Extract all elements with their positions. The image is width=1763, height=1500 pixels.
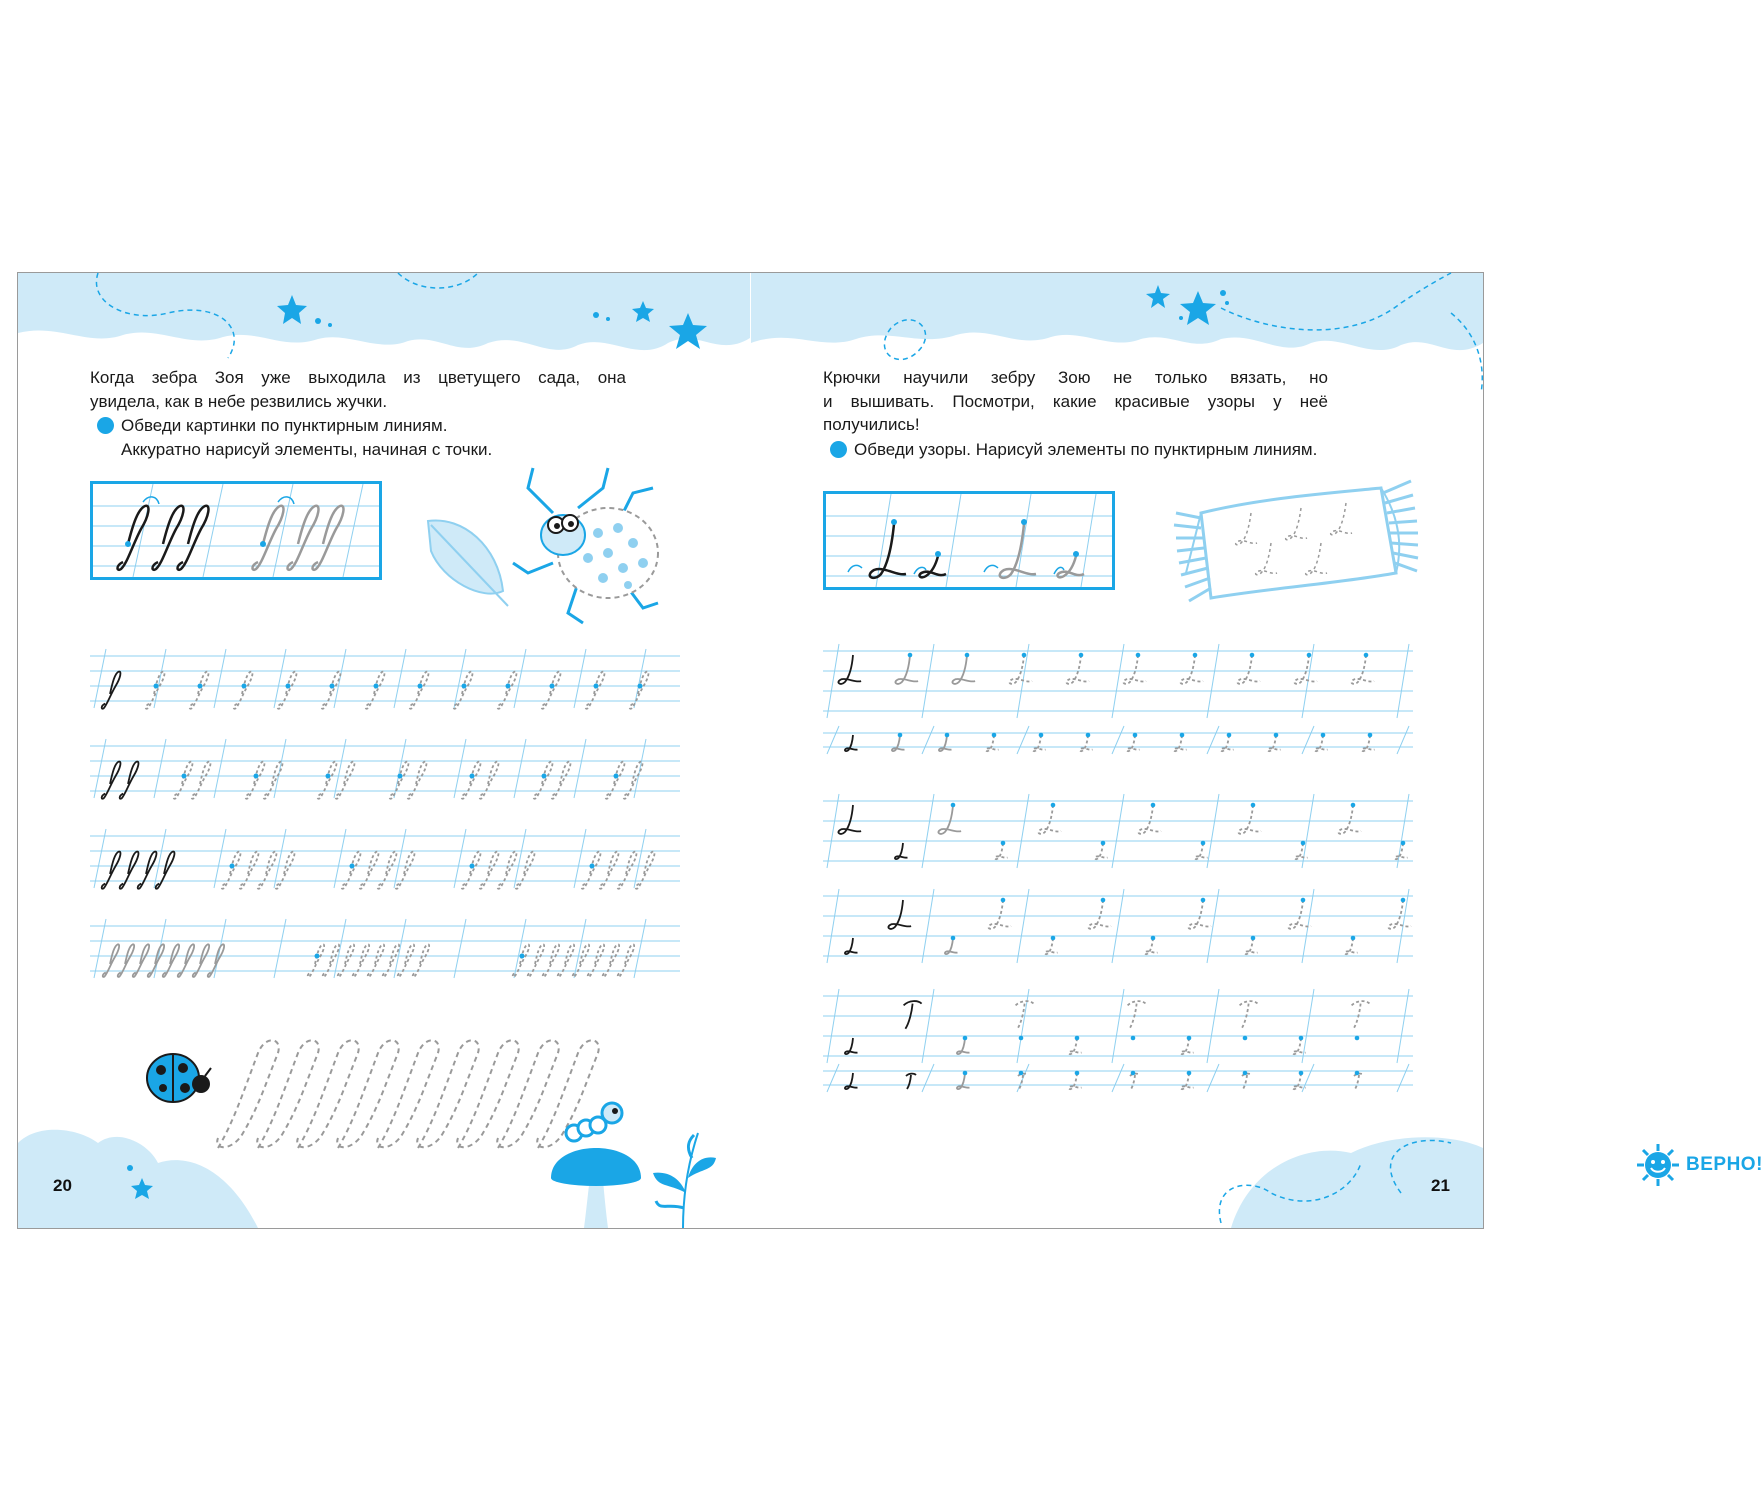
letter-element — [462, 762, 481, 799]
letter-element — [1123, 655, 1146, 684]
ruled-line-set — [90, 739, 680, 798]
start-dot — [230, 864, 235, 869]
letter-element — [845, 735, 858, 751]
letter-element — [1066, 655, 1089, 684]
letter-element — [939, 735, 952, 751]
letter-element — [1138, 805, 1161, 834]
letter-element — [1130, 1074, 1140, 1089]
letter-element — [618, 852, 637, 889]
start-dot — [1151, 936, 1156, 941]
letter-element — [366, 672, 385, 709]
start-dot — [1131, 1071, 1136, 1076]
letter-element — [618, 944, 634, 977]
letter-element — [208, 944, 224, 977]
task-instruction — [830, 438, 1430, 463]
letter-element — [1088, 900, 1111, 929]
letter-element — [1127, 735, 1140, 751]
page-number: 20 — [53, 1176, 72, 1195]
letter-element — [957, 1038, 970, 1054]
start-dot — [1251, 936, 1256, 941]
start-dot — [1039, 733, 1044, 738]
start-dot — [398, 774, 403, 779]
letter-element — [118, 944, 134, 977]
letter-element — [1238, 805, 1261, 834]
letter-element — [120, 852, 139, 889]
letter-element — [240, 852, 259, 889]
start-dot — [1019, 1071, 1024, 1076]
start-dot — [945, 733, 950, 738]
ruled-line-set — [90, 649, 680, 708]
letter-element — [396, 852, 415, 889]
start-dot — [154, 684, 159, 689]
start-dot — [1131, 1036, 1136, 1041]
intro-line: Крючки научили зебру Зою не только вязать, но — [823, 368, 1328, 387]
letter-element — [192, 762, 211, 799]
start-dot — [1022, 653, 1027, 658]
letter-element — [102, 762, 121, 799]
start-dot — [1301, 841, 1306, 846]
ruled-line-set — [823, 989, 1413, 1063]
letter-element — [845, 1073, 858, 1089]
task-instruction — [97, 414, 657, 464]
letter-element — [190, 672, 209, 709]
start-dot — [350, 864, 355, 869]
start-dot — [1151, 803, 1156, 808]
start-dot — [1075, 1071, 1080, 1076]
start-dot — [992, 733, 997, 738]
letter-element — [383, 944, 399, 977]
mushroom-illustration — [546, 1098, 656, 1228]
page-left — [18, 273, 750, 1228]
correct-badge — [1636, 1143, 1763, 1187]
letter-element — [264, 762, 283, 799]
start-dot — [963, 1071, 968, 1076]
letter-element — [528, 944, 544, 977]
start-dot — [254, 774, 259, 779]
letter-element — [156, 852, 175, 889]
start-dot — [1401, 841, 1406, 846]
start-dot — [898, 733, 903, 738]
start-dot — [1051, 936, 1056, 941]
letter-element — [1195, 843, 1208, 859]
start-dot — [520, 954, 525, 959]
letter-element — [603, 944, 619, 977]
start-dot — [1355, 1036, 1360, 1041]
start-dot — [1299, 1071, 1304, 1076]
letter-element — [368, 944, 384, 977]
letter-element — [1237, 655, 1260, 684]
start-dot — [198, 684, 203, 689]
start-dot — [470, 864, 475, 869]
start-dot — [1201, 841, 1206, 846]
letter-element — [413, 944, 429, 977]
letter-element — [480, 852, 499, 889]
letter-element — [845, 938, 858, 954]
letter-element — [138, 852, 157, 889]
letter-element — [552, 762, 571, 799]
beetle-illustration — [508, 463, 668, 633]
start-dot — [1187, 1071, 1192, 1076]
letter-element — [193, 944, 209, 977]
letter-element — [318, 762, 337, 799]
letter-element — [462, 852, 481, 889]
letter-element — [516, 852, 535, 889]
ruled-line-set — [823, 726, 1413, 754]
task-line: Аккуратно нарисуй элементы, начиная с точки. — [121, 439, 493, 459]
start-dot — [1368, 733, 1373, 738]
letter-element — [1069, 1073, 1082, 1089]
letter-element — [410, 672, 429, 709]
letter-element — [1294, 655, 1317, 684]
letter-element — [234, 672, 253, 709]
ruled-line-set — [823, 889, 1413, 963]
letter-element — [1240, 1001, 1258, 1029]
start-dot — [1079, 653, 1084, 658]
start-dot — [1351, 803, 1356, 808]
letter-element — [586, 672, 605, 709]
letter-element — [133, 944, 149, 977]
sample-box — [823, 491, 1115, 590]
start-dot — [963, 1036, 968, 1041]
intro-line: получились! — [823, 415, 920, 434]
letter-element — [952, 655, 975, 684]
dashed-loop-pattern — [193, 1033, 573, 1158]
plant-illustration — [648, 1133, 718, 1228]
start-dot — [1227, 733, 1232, 738]
letter-element — [1315, 735, 1328, 751]
letter-element — [120, 762, 139, 799]
letter-element — [1009, 655, 1032, 684]
start-dot — [594, 684, 599, 689]
ruled-line-set — [823, 794, 1413, 868]
letter-element — [163, 944, 179, 977]
letter-element — [103, 944, 119, 977]
letter-element — [606, 762, 625, 799]
letter-element — [480, 762, 499, 799]
sample-letters — [93, 484, 379, 577]
letter-element — [1188, 900, 1211, 929]
start-dot — [1019, 1036, 1024, 1041]
sun-icon — [1636, 1143, 1680, 1187]
letter-element — [454, 672, 473, 709]
letter-element — [945, 938, 958, 954]
start-dot — [1351, 936, 1356, 941]
letter-element — [360, 852, 379, 889]
start-dot — [1136, 653, 1141, 658]
start-dot — [1364, 653, 1369, 658]
start-dot — [1301, 898, 1306, 903]
start-dot — [1187, 1036, 1192, 1041]
letter-element — [543, 944, 559, 977]
letter-element — [498, 672, 517, 709]
bullet-dot-icon — [97, 417, 114, 434]
letter-element — [148, 944, 164, 977]
letter-element — [1069, 1038, 1082, 1054]
start-dot — [1051, 803, 1056, 808]
letter-element — [390, 762, 409, 799]
letter-element — [1388, 900, 1411, 929]
start-dot — [1193, 653, 1198, 658]
letter-element — [1352, 1001, 1370, 1029]
letter-element — [906, 1074, 916, 1089]
start-dot — [1355, 1071, 1360, 1076]
letter-element — [246, 762, 265, 799]
book-spread — [17, 272, 1763, 1229]
start-dot — [374, 684, 379, 689]
intro-line: Когда зебра Зоя уже выходила из цветущего сада, она — [90, 368, 626, 387]
practice-rows — [90, 651, 680, 981]
letter-element — [1095, 843, 1108, 859]
start-dot — [315, 954, 320, 959]
start-dot — [1250, 653, 1255, 658]
task-line: Обведи узоры. Нарисуй элементы по пунктирным линиям. — [854, 440, 1318, 459]
start-dot — [242, 684, 247, 689]
letter-element — [1181, 1073, 1194, 1089]
start-dot — [286, 684, 291, 689]
letter-element — [353, 944, 369, 977]
start-dot — [1251, 803, 1256, 808]
letter-element — [1145, 938, 1158, 954]
start-dot — [182, 774, 187, 779]
letter-element — [308, 944, 324, 977]
letter-element — [534, 762, 553, 799]
start-dot — [1075, 1036, 1080, 1041]
start-dot — [1101, 898, 1106, 903]
badge-label: ВЕРНО! — [1686, 1154, 1763, 1175]
start-dot — [470, 774, 475, 779]
letter-element — [558, 944, 574, 977]
letter-element — [995, 843, 1008, 859]
letter-element — [178, 944, 194, 977]
start-dot — [330, 684, 335, 689]
letter-element — [1045, 938, 1058, 954]
start-dot — [951, 936, 956, 941]
letter-element — [1338, 805, 1361, 834]
start-dot — [1101, 841, 1106, 846]
start-dot — [1001, 841, 1006, 846]
letter-element — [1038, 805, 1061, 834]
letter-element — [102, 852, 121, 889]
start-dot — [1201, 898, 1206, 903]
letter-element — [838, 655, 861, 684]
letter-element — [1033, 735, 1046, 751]
leaf-illustration — [423, 511, 513, 611]
start-dot — [506, 684, 511, 689]
letter-element — [988, 900, 1011, 929]
letter-element — [600, 852, 619, 889]
letter-element — [904, 1001, 922, 1029]
start-dot — [1274, 733, 1279, 738]
letter-element — [1345, 938, 1358, 954]
letter-element — [892, 735, 905, 751]
intro-text — [90, 366, 626, 413]
start-dot — [1307, 653, 1312, 658]
letter-element — [838, 805, 861, 834]
start-dot — [1180, 733, 1185, 738]
letter-element — [1268, 735, 1281, 751]
letter-element — [258, 852, 277, 889]
letter-element — [542, 672, 561, 709]
start-dot — [462, 684, 467, 689]
letter-element — [102, 672, 121, 709]
practice-rows — [823, 651, 1423, 1111]
letter-element — [895, 655, 918, 684]
letter-element — [1221, 735, 1234, 751]
letter-element — [588, 944, 604, 977]
letter-element — [342, 852, 361, 889]
start-dot — [638, 684, 643, 689]
start-dot — [590, 864, 595, 869]
letter-element — [1128, 1001, 1146, 1029]
letter-element — [498, 852, 517, 889]
letter-element — [378, 852, 397, 889]
letter-element — [1181, 1038, 1194, 1054]
letter-element — [1362, 735, 1375, 751]
letter-element — [895, 843, 908, 859]
letter-element — [323, 944, 339, 977]
letter-element — [222, 852, 241, 889]
letter-element — [1080, 735, 1093, 751]
caterpillar-illustration — [566, 1103, 622, 1141]
letter-element — [957, 1073, 970, 1089]
letter-element — [1288, 900, 1311, 929]
start-dot — [1243, 1071, 1248, 1076]
letter-element — [1395, 843, 1408, 859]
letter-element — [624, 762, 643, 799]
start-dot — [1321, 733, 1326, 738]
page-right — [751, 273, 1763, 1228]
start-dot — [908, 653, 913, 658]
letter-element — [636, 852, 655, 889]
start-dot — [326, 774, 331, 779]
start-dot — [965, 653, 970, 658]
start-dot — [1001, 898, 1006, 903]
letter-element — [1293, 1073, 1306, 1089]
letter-element — [986, 735, 999, 751]
letter-element — [888, 900, 911, 929]
letter-element — [276, 852, 295, 889]
intro-line: увидела, как в небе резвились жучки. — [90, 391, 388, 411]
letter-element — [1245, 938, 1258, 954]
letter-element — [408, 762, 427, 799]
letter-element — [1242, 1074, 1252, 1089]
intro-text — [823, 366, 1328, 437]
letter-element — [630, 672, 649, 709]
letter-element — [1180, 655, 1203, 684]
start-dot — [542, 774, 547, 779]
start-dot — [614, 774, 619, 779]
top-cloud — [751, 273, 1483, 350]
start-dot — [1086, 733, 1091, 738]
start-dot — [1299, 1036, 1304, 1041]
sample-box — [90, 481, 382, 580]
letter-element — [1354, 1074, 1364, 1089]
start-dot — [951, 803, 956, 808]
start-dot — [550, 684, 555, 689]
letter-element — [1351, 655, 1374, 684]
start-dot — [1243, 1036, 1248, 1041]
letter-element — [582, 852, 601, 889]
letter-element — [1018, 1074, 1028, 1089]
task-line: Обведи картинки по пунктирным линиям. — [121, 416, 448, 435]
letter-element — [845, 1038, 858, 1054]
letter-element — [1174, 735, 1187, 751]
letter-element — [174, 762, 193, 799]
sample-letters — [826, 494, 1112, 587]
bullet-dot-icon — [830, 441, 847, 458]
start-dot — [1133, 733, 1138, 738]
intro-line: и вышивать. Посмотри, какие красивые узоры у неё — [823, 391, 1328, 411]
start-dot — [418, 684, 423, 689]
letter-element — [938, 805, 961, 834]
page-number: 21 — [1431, 1176, 1450, 1195]
dashed-loop — [217, 1040, 599, 1148]
rug-illustration — [1171, 473, 1421, 618]
letter-element — [336, 762, 355, 799]
start-dot — [1401, 898, 1406, 903]
